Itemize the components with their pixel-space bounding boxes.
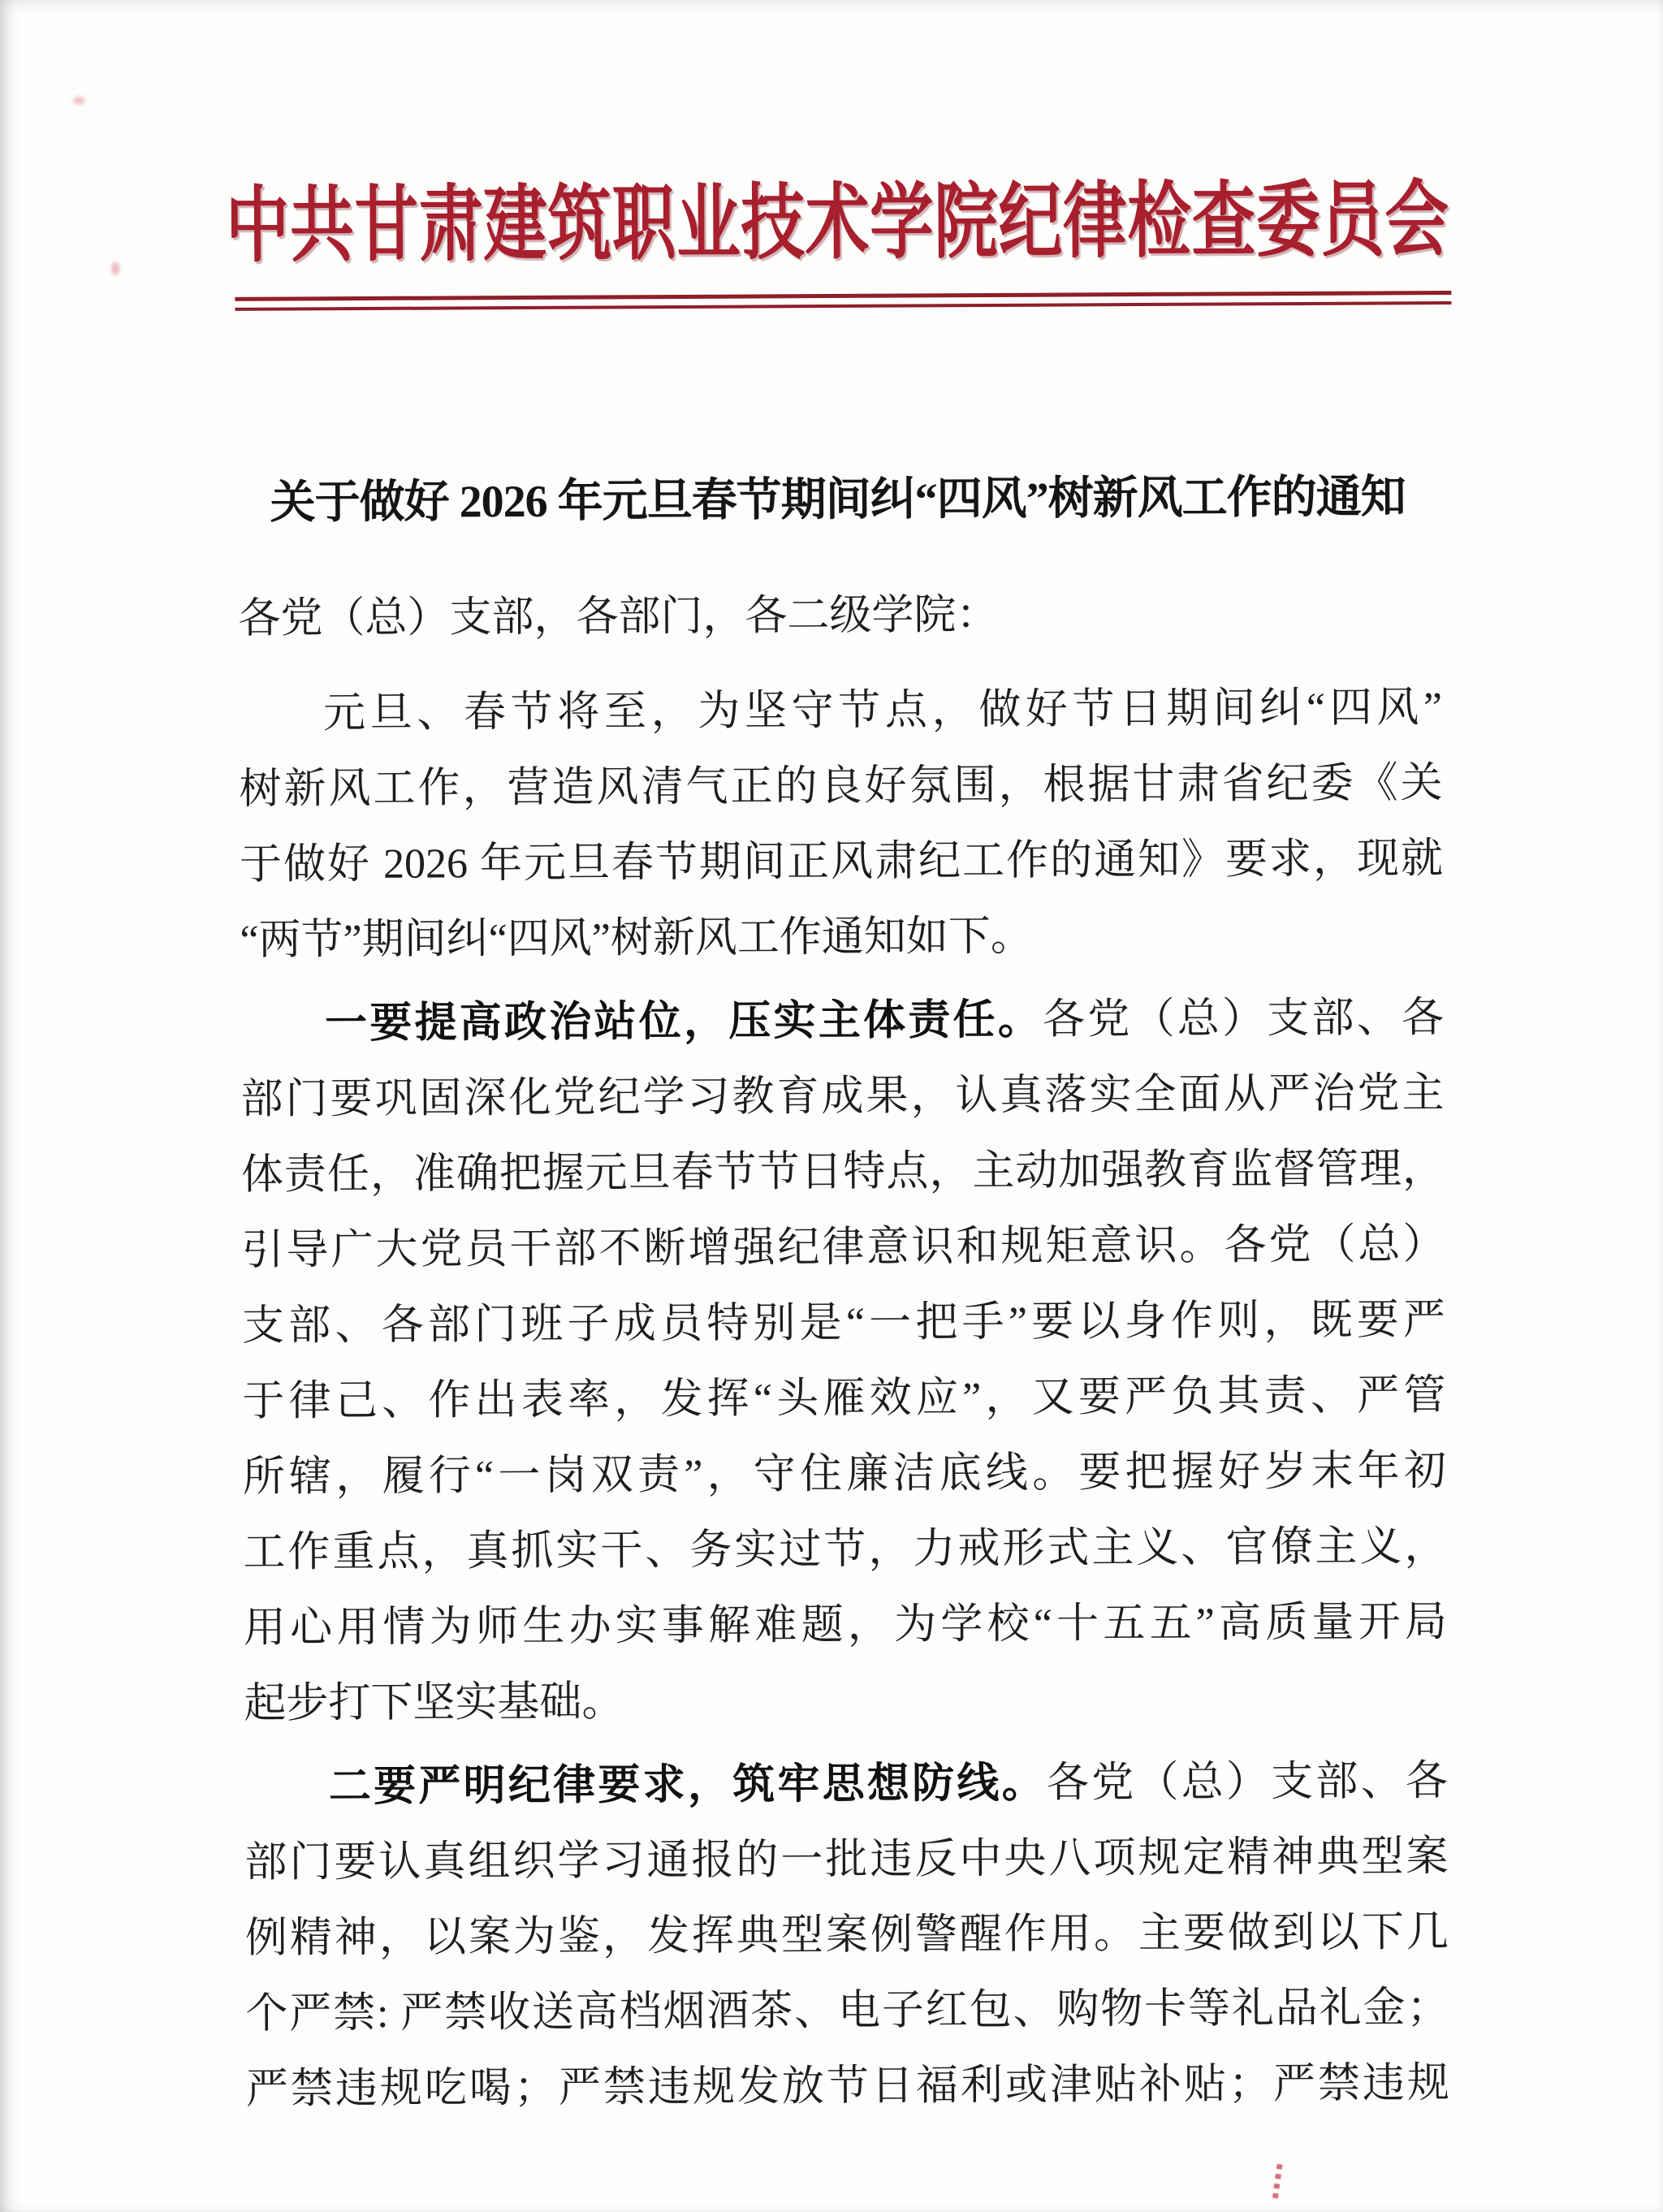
body-text: 引导广大党员干部不断增强纪律意识和规矩意识。各党（总）: [241, 1221, 1445, 1274]
scan-speckle-icon: [73, 97, 84, 105]
scan-red-mark-icon: [1272, 2164, 1283, 2201]
body-text: “两节”期间纠“四风”树新风工作通知如下。: [240, 913, 1033, 964]
body-text: 个严禁: 严禁收送高档烟酒茶、电子红包、购物卡等礼品礼金；: [245, 1985, 1449, 2037]
document-line: [244, 1819, 1448, 1901]
body-text: 例精神，以案为鉴，发挥典型案例警醒作用。主要做到以下几: [244, 1909, 1449, 1962]
document-line: [243, 1433, 1446, 1515]
body-text: 部门要认真组织学习通报的一批违反中央八项规定精神典型案: [244, 1834, 1449, 1886]
document-line: [241, 1131, 1445, 1213]
body-text: 工作重点，真抓实干、务实过节，力戒形式主义、官僚主义，: [243, 1523, 1447, 1576]
body-text: 树新风工作，营造风清气正的良好氛围，根据甘肃省纪委《关: [239, 760, 1443, 813]
letterhead-double-rule: [235, 291, 1451, 311]
letterhead: [6, 175, 1663, 274]
document-line: [240, 1056, 1444, 1138]
document-line: [239, 670, 1442, 752]
body-text: 所辖，履行“一岗双责”，守住廉洁底线。要把握好岁末年初: [242, 1448, 1447, 1501]
body-text: 各党（总）支部、各: [1046, 1758, 1449, 1807]
body-text: 用心用情为师生办实事解难题，为学校“十五五”高质量开局: [243, 1599, 1448, 1652]
body-text: 起步打下坚实基础。: [244, 1678, 624, 1727]
body-text: 体责任，准确把握元旦春节节日特点，主动加强教育监督管理，: [240, 1146, 1445, 1199]
document-line: [244, 1584, 1447, 1666]
document-line: [242, 1282, 1445, 1364]
document-line: [240, 821, 1443, 903]
document-line: [242, 1358, 1445, 1440]
document-line: [240, 896, 1443, 979]
document-title: 关于做好 2026 年元旦春节期间纠“四风”树新风工作的通知: [270, 472, 1406, 529]
body-text: 部门要巩固深化党纪学习教育成果，认真落实全面从严治党主: [240, 1070, 1445, 1123]
letterhead-org-name: 中共甘肃建筑职业技术学院纪律检查委员会: [225, 175, 1449, 273]
document-line: [244, 1660, 1447, 1742]
section-lead-text: 一要提高政治站位，压实主体责任。: [324, 996, 1043, 1048]
document-line: [243, 1509, 1446, 1591]
section-lead-text: 二要严明纪律要求，筑牢思想防线。: [328, 1759, 1047, 1811]
document-body: [238, 575, 1449, 2128]
document-line: [245, 1894, 1449, 1977]
body-text: 于做好 2026 年元旦春节期间正风肃纪工作的通知》要求，现就: [239, 836, 1444, 888]
document-line: [245, 1970, 1449, 2052]
body-text: 严禁违规吃喝；严禁违规发放节日福利或津贴补贴；严禁违规: [245, 2060, 1450, 2113]
body-text: 各党（总）支部、各: [1042, 995, 1445, 1043]
body-text: 于律己、作出表率，发挥“头雁效应”，又要严负其责、严管: [242, 1372, 1446, 1425]
document-line: [240, 980, 1444, 1062]
body-text: 支部、各部门班子成员特别是“一把手”要以身作则，既要严: [241, 1297, 1446, 1350]
document-line: [239, 745, 1442, 827]
body-text: 元旦、春节将至，为坚守节点，做好节日期间纠“四风”: [322, 685, 1443, 737]
document-line: [246, 2046, 1449, 2128]
salutation: 各党（总）支部，各部门，各二级学院：: [238, 591, 999, 642]
scan-speckle-icon: [111, 262, 119, 275]
document-line: [244, 1743, 1448, 1825]
document-line: [241, 1207, 1445, 1289]
